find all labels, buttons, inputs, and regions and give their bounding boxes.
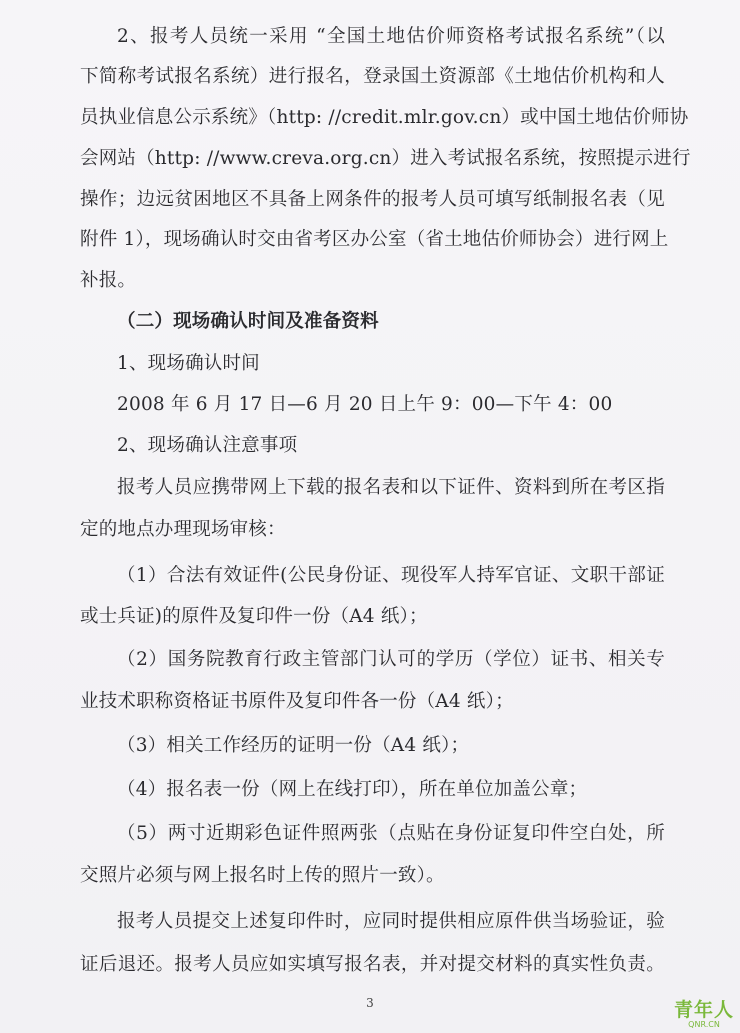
text-line: 业技术职称资格证书原件及复印件各一份（A4 纸）； — [80, 691, 514, 712]
watermark-logo — [674, 1001, 734, 1029]
text-line: 员执业信息公示系统》（http: //credit.mlr.gov.cn）或中国土地估价师协 — [80, 107, 689, 128]
list-item: （3）相关工作经历的证明一份（A4 纸）； — [117, 735, 470, 756]
text-line: 交照片必须与网上报名时上传的照片一致）。 — [80, 865, 445, 886]
text-line: 会网站（http: //www.creva.org.cn）进入考试报名系统，按照提示进行 — [80, 148, 691, 169]
watermark-url: QNR.CN — [688, 1020, 720, 1029]
text-line: 补报。 — [80, 270, 137, 291]
date-range: 2008 年 6 月 17 日—6 月 20 日上午 9：00—下午 4：00 — [117, 394, 613, 415]
subsection-title: 1、现场确认时间 — [117, 353, 260, 374]
list-item: （1）合法有效证件(公民身份证、现役军人持军官证、文职干部证 — [117, 565, 665, 586]
text-line: 操作；边远贫困地区不具备上网条件的报考人员可填写纸制报名表（见 — [80, 189, 665, 210]
list-item: （2）国务院教育行政主管部门认可的学历（学位）证书、相关专 — [117, 649, 665, 670]
text-line: 下简称考试报名系统）进行报名，登录国土资源部《土地估价机构和人 — [80, 66, 665, 87]
list-item: （4）报名表一份（网上在线打印），所在单位加盖公章； — [117, 779, 588, 800]
text-line: 报考人员提交上述复印件时，应同时提供相应原件供当场验证，验 — [117, 911, 665, 932]
text-line: 附件 1），现场确认时交由省考区办公室（省土地估价师协会）进行网上 — [80, 229, 669, 250]
text-line: 或士兵证)的原件及复印件一份（A4 纸）； — [80, 606, 428, 627]
list-item: （5）两寸近期彩色证件照两张（点贴在身份证复印件空白处，所 — [117, 823, 665, 844]
subsection-title: 2、现场确认注意事项 — [117, 435, 298, 456]
text-line: 证后退还。报考人员应如实填写报名表，并对提交材料的真实性负责。 — [80, 954, 665, 975]
text-line: 报考人员应携带网上下载的报名表和以下证件、资料到所在考区指 — [117, 477, 665, 498]
text-line: 2、报考人员统一采用 “全国土地估价师资格考试报名系统”（以 — [117, 26, 665, 47]
section-heading: （二）现场确认时间及准备资料 — [117, 311, 379, 332]
page-number: 3 — [366, 996, 374, 1010]
watermark-text: 青年人 — [673, 999, 734, 1021]
text-line: 定的地点办理现场审核： — [80, 519, 286, 540]
